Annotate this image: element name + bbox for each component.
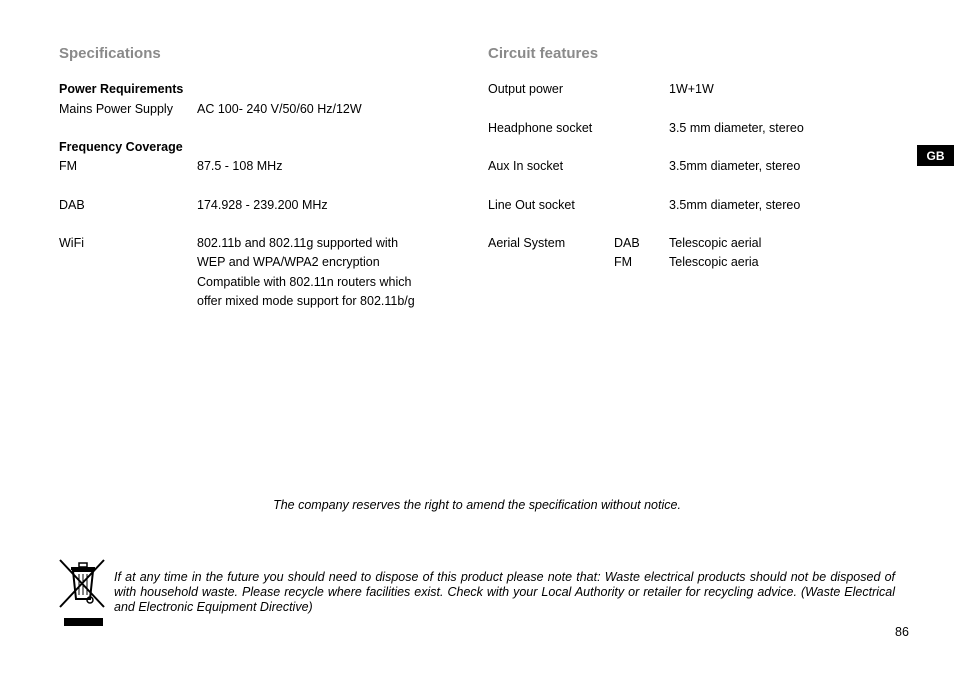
aerial-dab-value: Telescopic aerial [669, 236, 762, 250]
headphone-socket-label: Headphone socket [488, 121, 593, 135]
mains-power-label: Mains Power Supply [59, 102, 173, 116]
aerial-system-label: Aerial System [488, 236, 566, 250]
mains-power-value: AC 100- 240 V/50/60 Hz/12W [197, 102, 362, 116]
power-requirements-title: Power Requirements [59, 82, 184, 96]
frequency-coverage-title: Frequency Coverage [59, 140, 183, 154]
specifications-heading: Specifications [59, 45, 161, 62]
output-power-value: 1W+1W [669, 82, 714, 96]
fm-value: 87.5 - 108 MHz [197, 159, 283, 173]
output-power-label: Output power [488, 82, 564, 96]
fm-label: FM [59, 159, 78, 173]
circuit-features-heading: Circuit features [488, 45, 599, 62]
page-number: 86 [895, 625, 909, 639]
crossed-out-wheelie-bin-icon [57, 557, 107, 629]
wifi-label: WiFi [59, 236, 84, 250]
dab-value: 174.928 - 239.200 MHz [197, 198, 328, 212]
wifi-line-2: WEP and WPA/WPA2 encryption [197, 255, 380, 269]
wifi-line-4: offer mixed mode support for 802.11b/g [197, 294, 415, 308]
aerial-fm-value: Telescopic aeria [669, 255, 759, 269]
language-badge: GB [917, 145, 954, 166]
dab-label: DAB [59, 198, 85, 212]
line-out-value: 3.5mm diameter, stereo [669, 198, 801, 212]
aux-in-value: 3.5mm diameter, stereo [669, 159, 801, 173]
line-out-label: Line Out socket [488, 198, 575, 212]
headphone-socket-value: 3.5 mm diameter, stereo [669, 121, 804, 135]
aux-in-label: Aux In socket [488, 159, 564, 173]
aerial-fm-label: FM [614, 255, 633, 269]
disposal-notice: If at any time in the future you should need to dispose of this product please note that: Waste electrical products should not be disposed of with household waste. Please recycle where facilities exist. Check with your Local Authority or retailer for recycling advice. (Waste Electrical and Electronic Equipment Directive) [114, 570, 895, 614]
aerial-dab-label: DAB [614, 236, 640, 250]
specification-notice: The company reserves the right to amend the specification without notice. [273, 498, 681, 512]
wifi-line-3: Compatible with 802.11n routers which [197, 275, 412, 289]
wifi-line-1: 802.11b and 802.11g supported with [197, 236, 399, 250]
